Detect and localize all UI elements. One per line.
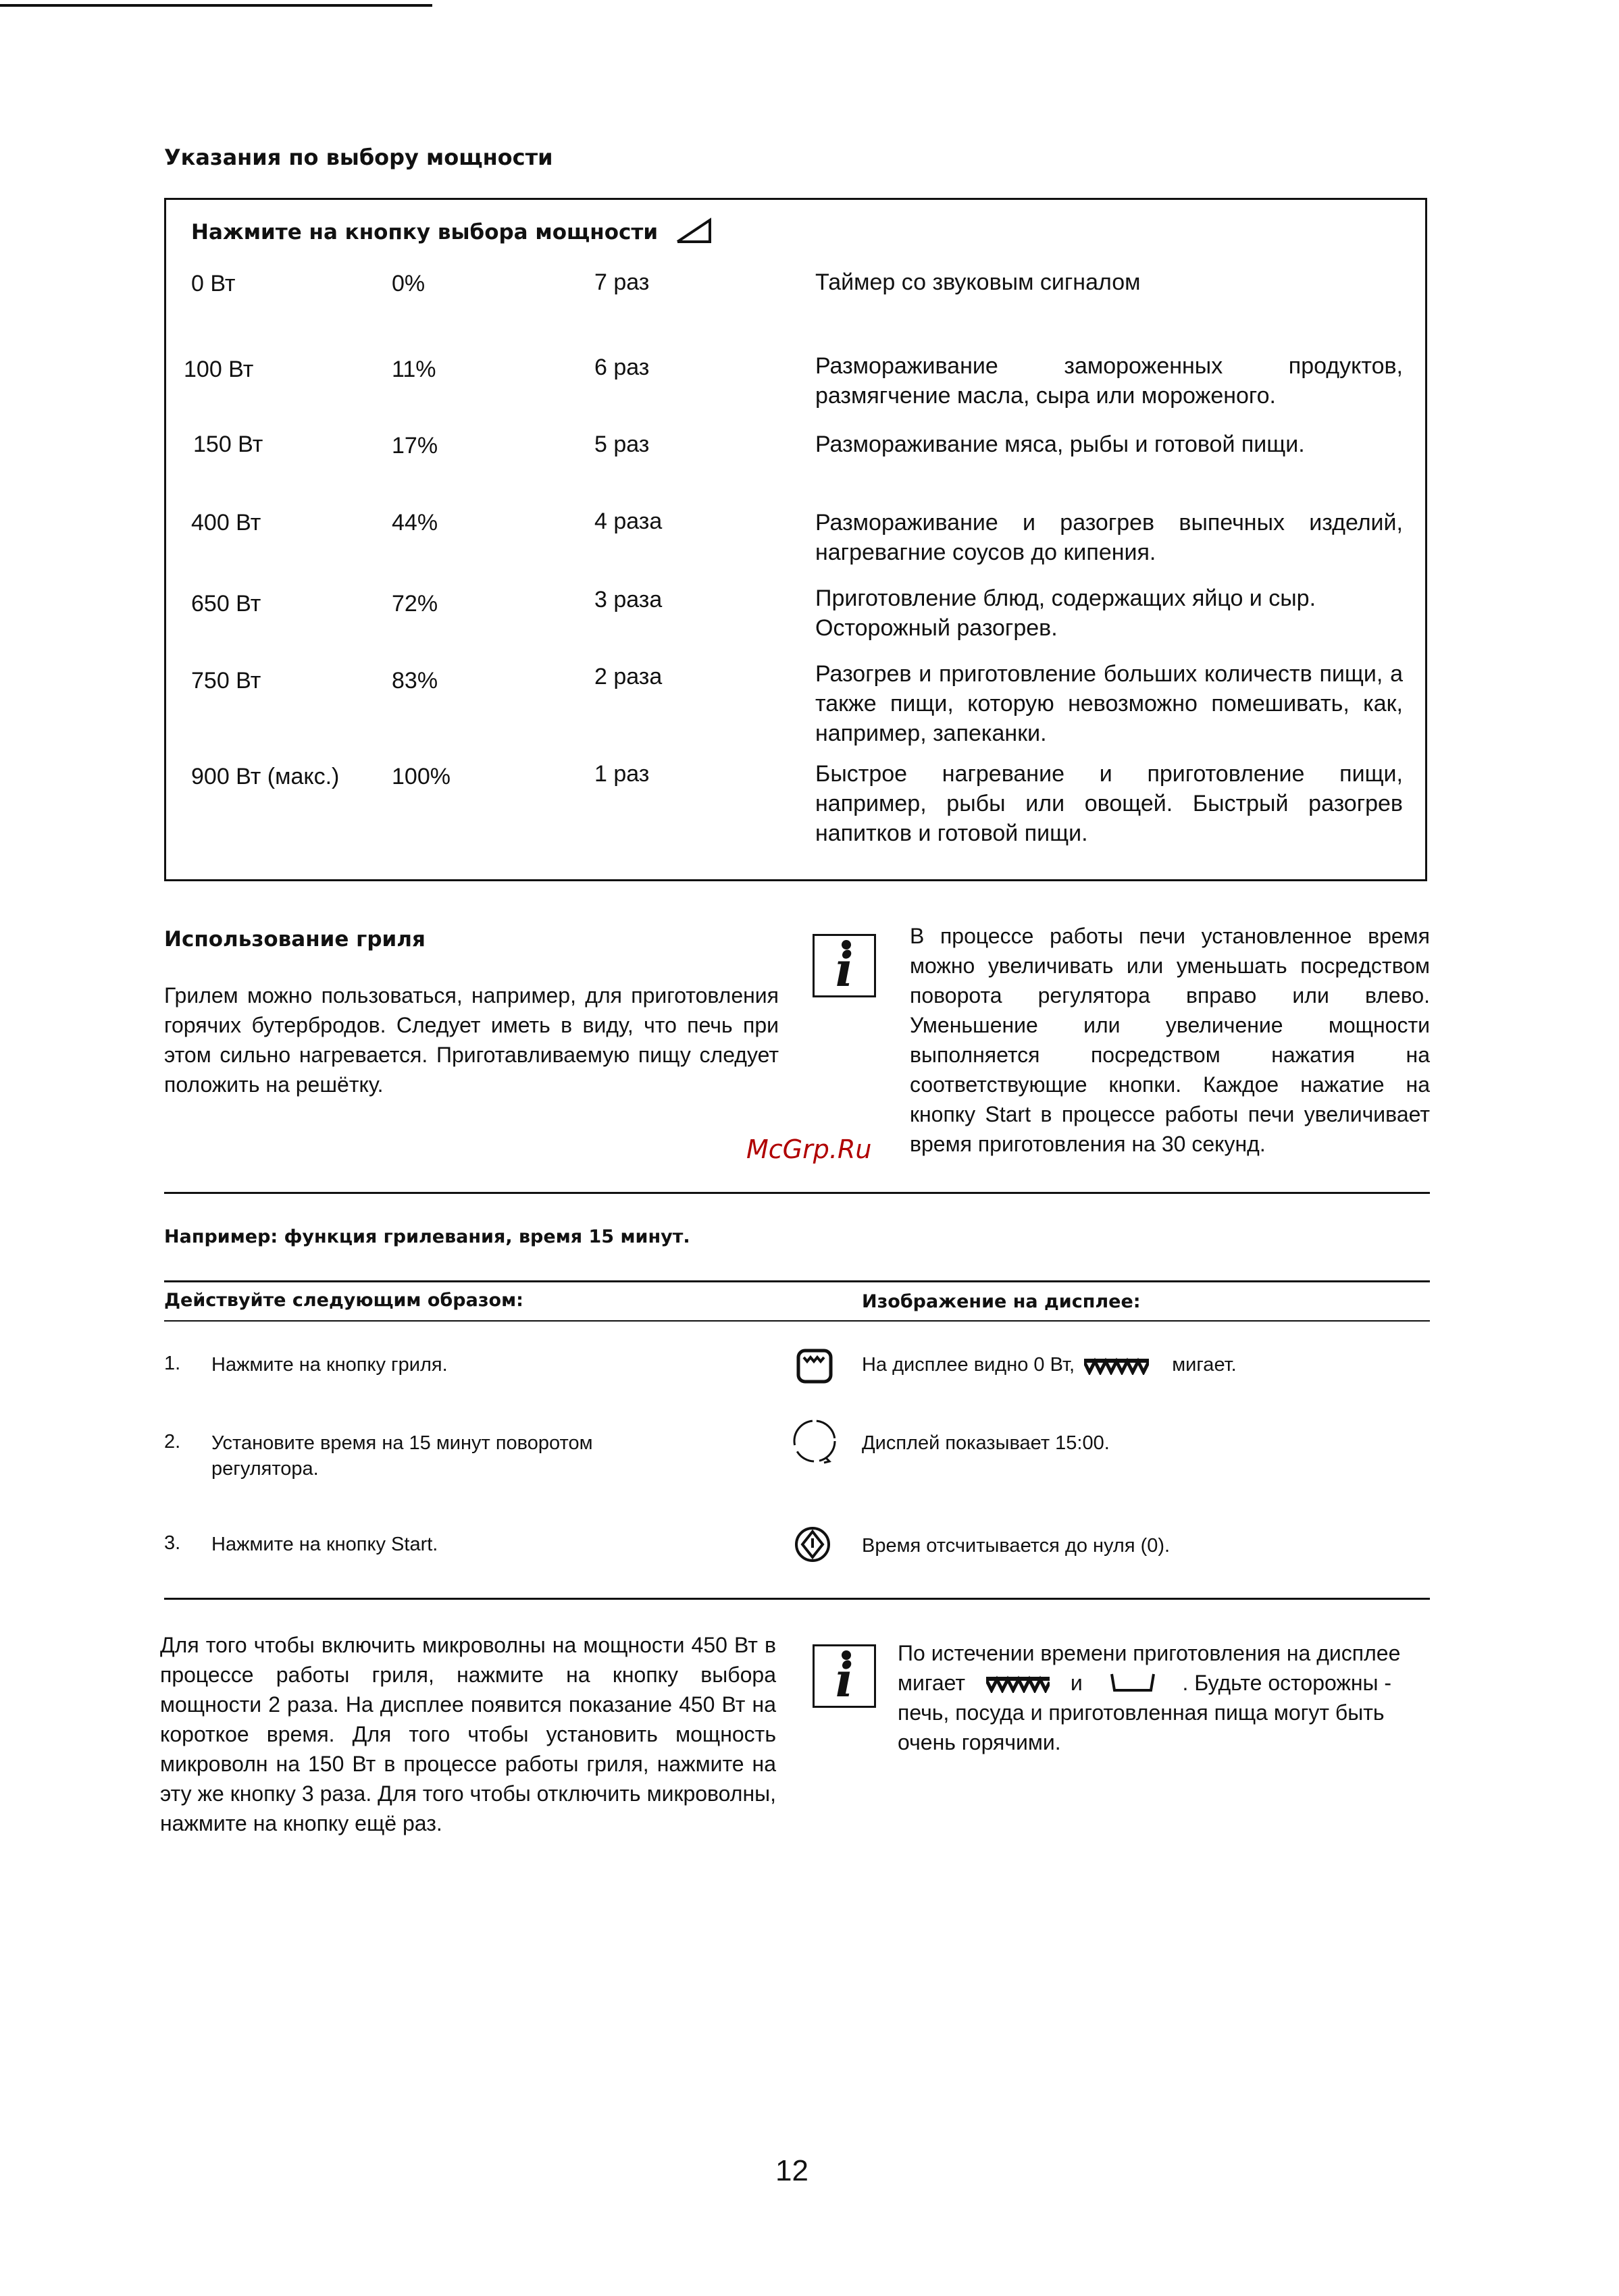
- power-percent: 100%: [392, 764, 451, 789]
- power-percent: 44%: [392, 510, 438, 536]
- grill-waves-icon: [1084, 1356, 1149, 1375]
- power-description: Приготовление блюд, содержащих яйцо и сыр. Осторожный разогрев.: [815, 585, 1316, 641]
- power-description: Размораживание мяса, рыбы и готовой пищи.: [815, 432, 1305, 457]
- step-display: На дисплее видно 0 Вт, мигает.: [862, 1354, 1237, 1376]
- example-title: Например: функция грилевания, время 15 минут.: [164, 1226, 690, 1247]
- step-number: 1.: [164, 1353, 181, 1374]
- top-edge-line: [0, 4, 432, 7]
- grill-text: Грилем можно пользоваться, например, для приготовления горячих бутербродов. Следует иметь в виду, что печь при этом сильно нагревается. Приготавливаемую пищу следует положить на решётку.: [164, 983, 779, 1097]
- power-percent: 83%: [392, 668, 438, 694]
- microwave-grill-text: Для того чтобы включить микроволны на мощности 450 Вт в процессе работы гриля, нажмите на кнопку выбора мощности 2 раза. На дисплее появится показание 450 Вт на короткое время. Для того чтобы установить мощность микроволн на 150 Вт в процессе работы гриля, нажмите на эту же кнопку 3 раза. Для того чтобы отключить микроволны, нажмите на кнопку ещё раз.: [160, 1633, 776, 1835]
- grill-info-text: В процессе работы печи установленное время можно увеличивать или уменьшать посредством поворота регулятора вправо или влево. Уменьшение или увеличение мощности выполняется посредством нажатия на соответствующие кнопки. Каждое нажатие на кнопку Start в процессе работы печи увеличивает время приготовления на 30 секунд.: [910, 924, 1430, 1156]
- power-percent: 17%: [392, 433, 438, 459]
- power-watts: 400 Вт: [191, 510, 261, 536]
- power-watts: 900 Вт (макс.): [191, 764, 340, 789]
- power-watts: 750 Вт: [191, 668, 261, 694]
- power-percent: 11%: [392, 357, 436, 382]
- power-percent: 0%: [392, 271, 426, 296]
- start-icon: [793, 1525, 832, 1564]
- page-number: 12: [775, 2154, 808, 2187]
- power-description: Быстрое нагревание и приготовление пищи, например, рыбы или овощей. Быстрый разогрев напитков и готовой пищи.: [815, 761, 1403, 846]
- power-watts: 0 Вт: [191, 271, 236, 296]
- power-percent: 72%: [392, 591, 438, 617]
- divider: [164, 1192, 1430, 1194]
- power-press-count: 7 раз: [594, 269, 650, 295]
- divider: [164, 1598, 1430, 1600]
- col-display-header: Изображение на дисплее:: [862, 1291, 1141, 1312]
- grill-waves-icon: [986, 1674, 1050, 1693]
- power-watts: 650 Вт: [191, 591, 261, 617]
- power-press-count: 1 раз: [594, 761, 650, 787]
- step-action: Нажмите на кнопку гриля.: [211, 1354, 448, 1376]
- power-section-heading: Указания по выбору мощности: [164, 145, 553, 170]
- info-icon: i: [813, 1644, 876, 1708]
- step-number: 3.: [164, 1532, 181, 1554]
- power-press-count: 3 раза: [594, 587, 663, 612]
- step-action: Установите время на 15 минут поворотом регулятора.: [211, 1432, 593, 1480]
- power-description: Таймер со звуковым сигналом: [815, 269, 1141, 295]
- step-number: 2.: [164, 1431, 181, 1453]
- end-bracket-icon: [1108, 1673, 1158, 1693]
- power-press-count: 5 раз: [594, 432, 650, 457]
- grill-heading: Использование гриля: [164, 927, 426, 951]
- grill-icon: [796, 1348, 833, 1384]
- step-display: Дисплей показывает 15:00.: [862, 1432, 1110, 1454]
- end-info-text: По истечении времени приготовления на дисплее мигает и . Будьте осторожны - печь, посуда и приготовленная пища могут быть очень горячими.: [898, 1641, 1401, 1754]
- power-press-count: 6 раз: [594, 355, 650, 380]
- step-action: Нажмите на кнопку Start.: [211, 1534, 438, 1555]
- divider: [164, 1280, 1430, 1282]
- power-box-heading: Нажмите на кнопку выбора мощности: [191, 217, 713, 244]
- step-display: Время отсчитывается до нуля (0).: [862, 1535, 1171, 1557]
- power-description: Размораживание замороженных продуктов, размягчение масла, сыра или мороженого.: [815, 353, 1403, 409]
- watermark: McGrp.Ru: [746, 1134, 872, 1164]
- power-description: Размораживание и разогрев выпечных изделий, нагревагние соусов до кипения.: [815, 510, 1403, 565]
- divider: [164, 1320, 1430, 1322]
- dial-icon: [788, 1414, 842, 1468]
- power-watts: 100 Вт: [184, 357, 254, 382]
- col-action-header: Действуйте следующим образом:: [164, 1290, 523, 1311]
- power-watts: 150 Вт: [193, 432, 263, 457]
- power-description: Разогрев и приготовление больших количеств пищи, а также пищи, которую невозможно помешивать, как, например, запеканки.: [815, 661, 1403, 746]
- info-icon: i: [813, 934, 876, 997]
- power-press-count: 4 раза: [594, 508, 663, 534]
- power-triangle-icon: [675, 217, 713, 244]
- power-press-count: 2 раза: [594, 664, 663, 689]
